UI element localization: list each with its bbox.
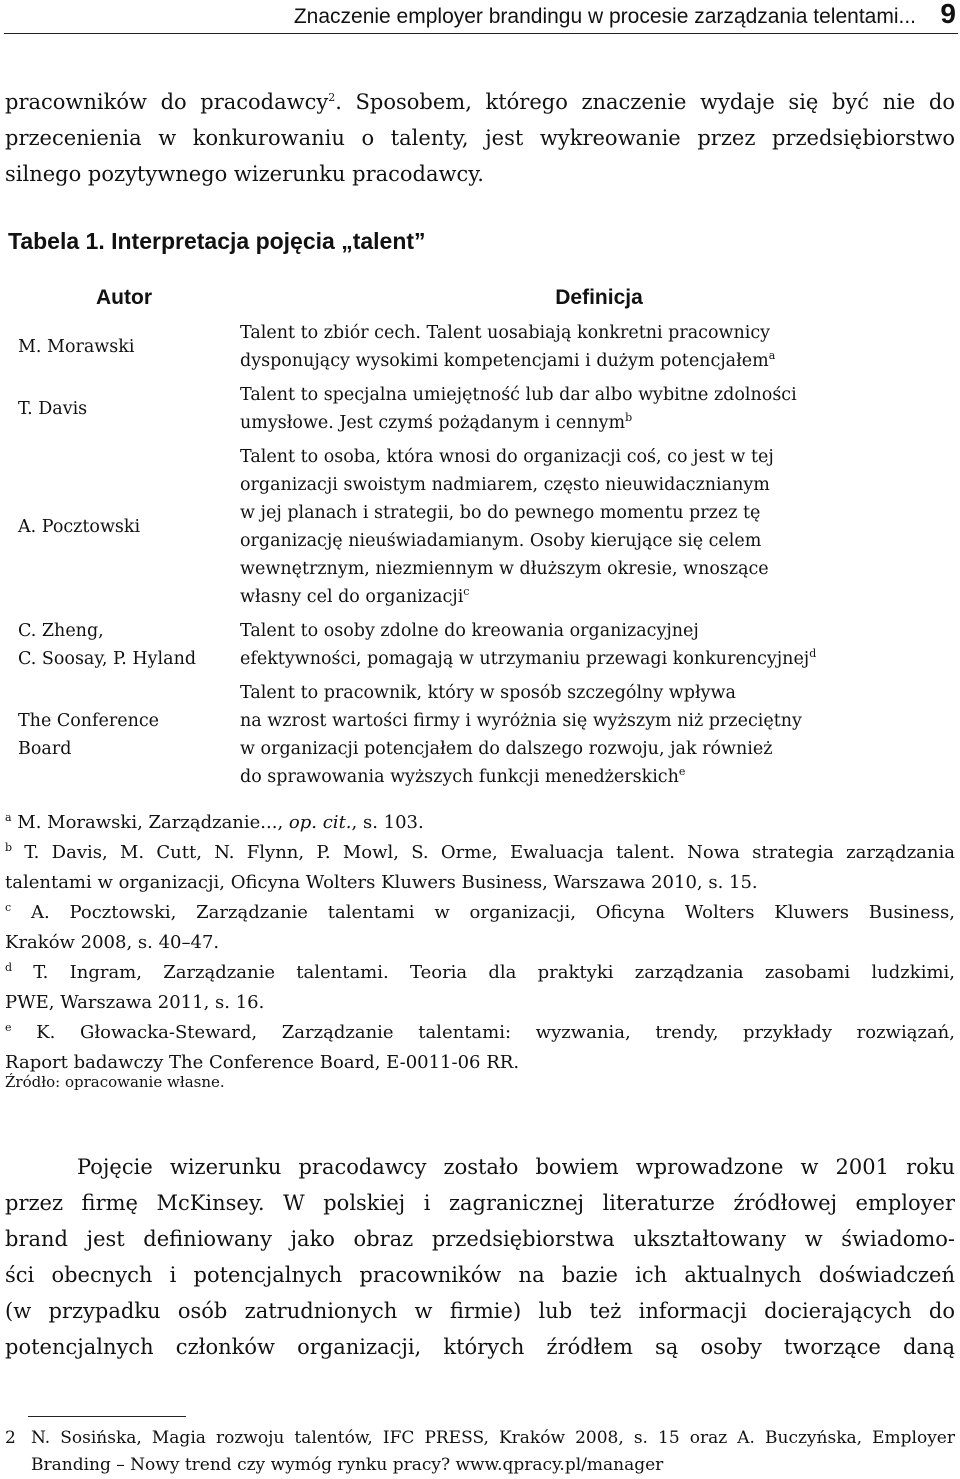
definition-line xyxy=(240,381,958,409)
definition-line xyxy=(240,527,958,555)
definition-line xyxy=(240,763,958,791)
footnote-mark: b xyxy=(5,841,13,854)
definition-line xyxy=(240,471,958,499)
definition-line xyxy=(240,499,958,527)
footnote-line: PWE, Warszawa 2011, s. 16. xyxy=(5,992,265,1013)
definition-cell xyxy=(240,676,958,794)
table-row xyxy=(8,378,958,440)
intro-line: silnego pozytywnego wizerunku pracodawcy. xyxy=(5,162,484,186)
author-cell xyxy=(8,676,240,794)
footnote-mark: a xyxy=(5,811,12,824)
footnote-line xyxy=(5,958,955,988)
table-row xyxy=(8,614,958,676)
footnote-mark: e xyxy=(5,1021,12,1034)
footnote xyxy=(5,1018,955,1078)
body-line: potencjalnych członków organizacji, których źródłem są osoby tworzące daną xyxy=(5,1335,955,1359)
definition-text: dysponujący wysokimi kompetencjami i dużym potencjałem xyxy=(240,351,769,371)
definition-line xyxy=(240,443,958,471)
author-cell xyxy=(8,614,240,676)
table-row xyxy=(8,676,958,794)
talent-definitions-table xyxy=(8,280,958,794)
intro-paragraph xyxy=(5,84,955,192)
footnote xyxy=(5,958,955,1018)
footnote-line xyxy=(5,808,955,838)
table-header-row xyxy=(8,280,958,316)
source-note: Źródło: opracowanie własne. xyxy=(5,1073,225,1091)
page-footnote-text xyxy=(31,1425,955,1479)
intro-line: przecenienia w konkurowaniu o talenty, jest wykreowanie przez przedsiębiorstwo xyxy=(5,126,955,150)
definition-line xyxy=(240,555,958,583)
definition-text: na wzrost wartości firmy i wyróżnia się wyższym niż przeciętny xyxy=(240,711,802,731)
definition-text: Talent to zbiór cech. Talent uosabiają konkretni pracownicy xyxy=(240,323,771,343)
footnote-marker: b xyxy=(625,411,633,425)
intro-line xyxy=(5,84,955,120)
definition-text: umysłowe. Jest czymś pożądanym i cennym xyxy=(240,413,626,433)
author-cell xyxy=(8,440,240,614)
author-name: A. Pocztowski xyxy=(18,517,141,537)
intro-line-text: pracowników do pracodawcy xyxy=(5,90,329,114)
table-footnotes xyxy=(5,808,955,1078)
author-name: Board xyxy=(18,739,72,759)
definition-line xyxy=(240,735,958,763)
footnote-line: talentami w organizacji, Oficyna Wolters Kluwers Business, Warszawa 2010, s. 15. xyxy=(5,872,758,893)
definition-cell xyxy=(240,614,958,676)
footnote-mark: c xyxy=(5,901,12,914)
author-name: C. Zheng, xyxy=(18,621,104,641)
definition-text: organizację nieuświadamianym. Osoby kierujące się celem xyxy=(240,531,762,551)
body-line: przez firmę McKinsey. W polskiej i zagranicznej literaturze źródłowej employer xyxy=(5,1191,955,1215)
footnote-rule xyxy=(28,1416,186,1417)
body-line: Pojęcie wizerunku pracodawcy zostało bowiem wprowadzone w 2001 roku xyxy=(77,1155,955,1179)
page-footnote-number: 2 xyxy=(5,1428,16,1448)
footnote-text: , s. 103. xyxy=(351,812,424,833)
definition-cell xyxy=(240,440,958,614)
definition-text: organizacji swoistym nadmiarem, często nieuwidacznianym xyxy=(240,475,770,495)
definition-line xyxy=(240,679,958,707)
author-name: C. Soosay, P. Hyland xyxy=(18,649,197,669)
definition-text: w jej planach i strategii, bo do pewnego momentu przez tę xyxy=(240,503,761,523)
definition-text: wewnętrznym, niezmiennym w dłuższym okresie, wnoszące xyxy=(240,559,769,579)
page-number: 9 xyxy=(940,0,956,29)
page-footnote-line: N. Sosińska, Magia rozwoju talentów, IFC PRESS, Kraków 2008, s. 15 oraz A. Buczyńska, Employer xyxy=(31,1428,955,1448)
table-row xyxy=(8,440,958,614)
footnote-line: Kraków 2008, s. 40–47. xyxy=(5,932,220,953)
footnote-italic: op. cit. xyxy=(288,812,352,833)
definition-line xyxy=(240,347,958,375)
definition-line xyxy=(240,645,958,673)
body-paragraph xyxy=(5,1149,955,1365)
author-name: M. Morawski xyxy=(18,337,135,357)
definition-text: własny cel do organizacji xyxy=(240,587,464,607)
footnote xyxy=(5,898,955,958)
column-header-author: Autor xyxy=(96,286,152,309)
running-header xyxy=(0,0,960,44)
body-line: ści obecnych i potencjalnych pracowników na bazie ich aktualnych doświadczeń xyxy=(5,1263,955,1287)
intro-line-text: . Sposobem, którego znaczenie wydaje się być nie do xyxy=(335,90,955,114)
definition-text: Talent to osoby zdolne do kreowania organizacyjnej xyxy=(240,621,699,641)
footnote-mark: d xyxy=(5,961,13,974)
definition-line xyxy=(240,583,958,611)
footnote-marker: a xyxy=(768,349,776,363)
author-cell xyxy=(8,378,240,440)
body-line: (w przypadku osób zatrudnionych w firmie) lub też informacji docierających do xyxy=(5,1299,955,1323)
author-cell xyxy=(8,316,240,378)
table-title: Tabela 1. Interpretacja pojęcia „talent” xyxy=(8,228,426,254)
definition-line xyxy=(240,617,958,645)
definition-text: do sprawowania wyższych funkcji menedżerskich xyxy=(240,767,679,787)
definition-text: efektywności, pomagają w utrzymaniu przewagi konkurencyjnej xyxy=(240,649,810,669)
footnote-line: Raport badawczy The Conference Board, E-0011-06 RR. xyxy=(5,1052,520,1073)
author-name: The Conference xyxy=(18,711,160,731)
footnote-line xyxy=(5,838,955,868)
definition-line xyxy=(240,319,958,347)
header-rule xyxy=(4,33,958,34)
definition-cell xyxy=(240,378,958,440)
footnote-ref: 2 xyxy=(328,91,336,104)
footnote-text: K. Głowacka-Steward, Zarządzanie talentami: wyzwania, trendy, przykłady rozwiązań, xyxy=(11,1022,955,1043)
definition-text: w organizacji potencjałem do dalszego rozwoju, jak również xyxy=(240,739,773,759)
footnote-text: A. Pocztowski, Zarządzanie talentami w organizacji, Oficyna Wolters Kluwers Business, xyxy=(11,902,955,923)
footnote-text: T. Davis, M. Cutt, N. Flynn, P. Mowl, S. Orme, Ewaluacja talent. Nowa strategia zarządzania xyxy=(12,842,955,863)
footnote-marker: e xyxy=(678,765,686,779)
definition-cell xyxy=(240,316,958,378)
definition-text: Talent to specjalna umiejętność lub dar albo wybitne zdolności xyxy=(240,385,797,405)
definition-text: Talent to osoba, która wnosi do organizacji coś, co jest w tej xyxy=(240,447,774,467)
column-header-definition: Definicja xyxy=(555,286,643,309)
footnote xyxy=(5,808,955,838)
definition-line xyxy=(240,707,958,735)
footnote xyxy=(5,838,955,898)
definition-text: Talent to pracownik, który w sposób szczególny wpływa xyxy=(240,683,736,703)
table-row xyxy=(8,316,958,378)
definition-line xyxy=(240,409,958,437)
footnote-marker: d xyxy=(809,647,817,661)
footnote-text: M. Morawski, Zarządzanie..., xyxy=(11,812,289,833)
footnote-text: T. Ingram, Zarządzanie talentami. Teoria dla praktyki zarządzania zasobami ludzkimi, xyxy=(12,962,955,983)
body-line: brand jest definiowany jako obraz przedsiębiorstwa ukształtowany w świadomo- xyxy=(5,1227,955,1251)
footnote-marker: c xyxy=(463,585,470,599)
running-title: Znaczenie employer brandingu w procesie zarządzania telentami... xyxy=(293,5,916,28)
footnote-line xyxy=(5,1018,955,1048)
footnote-line xyxy=(5,898,955,928)
author-name: T. Davis xyxy=(18,399,88,419)
page-footnote-line: Branding – Nowy trend czy wymóg rynku pracy? www.qpracy.pl/manager xyxy=(31,1455,664,1475)
